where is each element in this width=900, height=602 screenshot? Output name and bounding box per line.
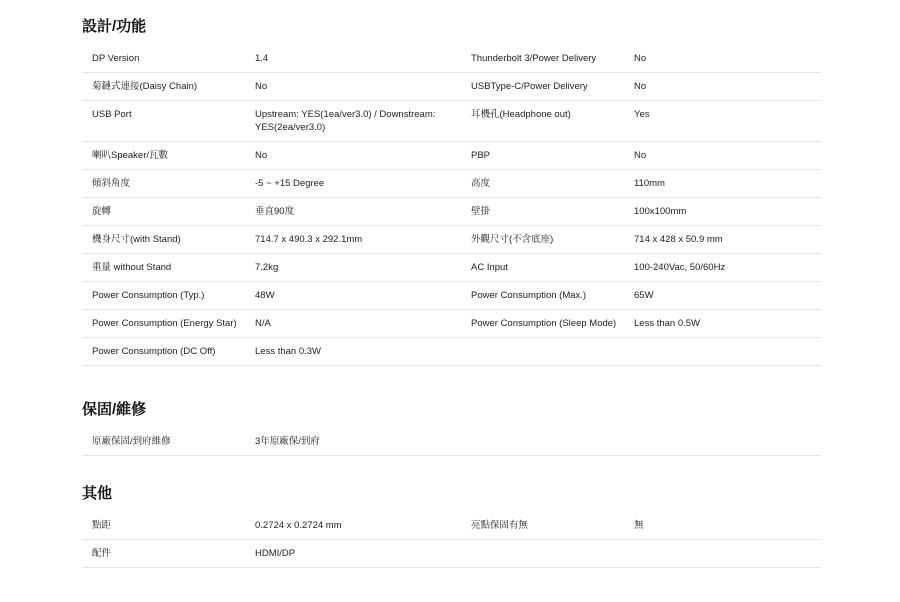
spec-value: 714.7 x 490.3 x 292.1mm: [255, 234, 363, 245]
spec-value: [634, 540, 820, 568]
spec-value: -5 ~ +15 Degree: [255, 178, 325, 189]
spec-value: Less than 0.3W: [255, 346, 322, 357]
spec-value: 714 x 428 x 50.9 mm: [634, 234, 723, 245]
spec-value: N/A: [255, 318, 271, 329]
spec-value: [634, 428, 820, 456]
section-title: 其他: [82, 485, 113, 502]
spec-value: No: [634, 53, 647, 64]
spec-label: Power Consumption (Sleep Mode): [471, 318, 617, 329]
spec-table: [82, 45, 820, 366]
spec-row: [82, 45, 820, 73]
design-section: [82, 15, 820, 366]
spec-label: 旋轉: [92, 206, 112, 217]
spec-value: 垂直90度: [255, 206, 295, 217]
spec-value: Upstream: YES(1ea/ver3.0) / Downstream: YES(2ea/ver3.0): [255, 109, 436, 133]
spec-label: USBType-C/Power Delivery: [471, 81, 588, 92]
spec-label: 喇叭Speaker/瓦數: [92, 150, 169, 161]
spec-row: [82, 512, 820, 540]
spec-value: 7.2kg: [255, 262, 279, 273]
spec-label: 原廠保固/到府維修: [92, 436, 171, 447]
spec-label: 高度: [471, 178, 491, 189]
spec-value: 3年原廠保/到府: [255, 436, 320, 447]
spec-value: No: [255, 150, 268, 161]
spec-row: [82, 73, 820, 101]
warranty-section: [82, 398, 820, 456]
spec-value: No: [634, 150, 647, 161]
spec-value: 無: [634, 520, 644, 531]
spec-row: [82, 310, 820, 338]
spec-label: Power Consumption (Energy Star): [92, 318, 237, 329]
spec-row: [82, 428, 820, 456]
spec-row: [82, 254, 820, 282]
spec-label: Power Consumption (DC Off): [92, 346, 216, 357]
spec-row: [82, 101, 820, 142]
spec-label: [471, 428, 634, 456]
spec-value: [634, 338, 820, 366]
spec-label: Power Consumption (Typ.): [92, 290, 205, 301]
spec-value: Less than 0.5W: [634, 318, 701, 329]
spec-value: 110mm: [634, 178, 665, 189]
spec-label: 亮點保固有無: [471, 520, 529, 531]
spec-label: 傾斜角度: [92, 178, 131, 189]
spec-label: Power Consumption (Max.): [471, 290, 587, 301]
spec-value: 100-240Vac, 50/60Hz: [634, 262, 726, 273]
spec-label: 菊鏈式連接(Daisy Chain): [92, 81, 198, 92]
spec-label: [471, 540, 634, 568]
spec-value: 48W: [255, 290, 275, 301]
spec-label: 點距: [92, 520, 112, 531]
spec-row: [82, 282, 820, 310]
spec-value: No: [634, 81, 647, 92]
spec-label: 壁掛: [471, 206, 491, 217]
other-section: [82, 482, 820, 568]
spec-row: [82, 226, 820, 254]
spec-label: PBP: [471, 150, 491, 161]
spec-value: HDMI/DP: [255, 548, 296, 559]
spec-value: Yes: [634, 109, 650, 120]
spec-label: 機身尺寸(with Stand): [92, 234, 181, 245]
spec-label: 重量 without Stand: [92, 262, 172, 273]
spec-value: No: [255, 81, 268, 92]
spec-label: DP Version: [92, 53, 140, 64]
spec-label: USB Port: [92, 109, 132, 120]
section-title: 設計/功能: [82, 18, 147, 35]
spec-label: 外觀尺寸(不含底座): [471, 234, 554, 245]
spec-row: [82, 198, 820, 226]
spec-label: 耳機孔(Headphone out): [471, 109, 571, 120]
section-title: 保固/維修: [82, 401, 147, 418]
spec-label: [471, 338, 634, 366]
spec-value: 1.4: [255, 53, 269, 64]
spec-row: [82, 338, 820, 366]
spec-value: 0.2724 x 0.2724 mm: [255, 520, 342, 531]
spec-table: [82, 428, 820, 456]
spec-value: 100x100mm: [634, 206, 687, 217]
spec-row: [82, 142, 820, 170]
spec-label: Thunderbolt 3/Power Delivery: [471, 53, 597, 64]
spec-label: 配件: [92, 548, 112, 559]
spec-row: [82, 170, 820, 198]
spec-value: 65W: [634, 290, 654, 301]
spec-row: [82, 540, 820, 568]
spec-table: [82, 512, 820, 568]
spec-label: AC Input: [471, 262, 508, 273]
